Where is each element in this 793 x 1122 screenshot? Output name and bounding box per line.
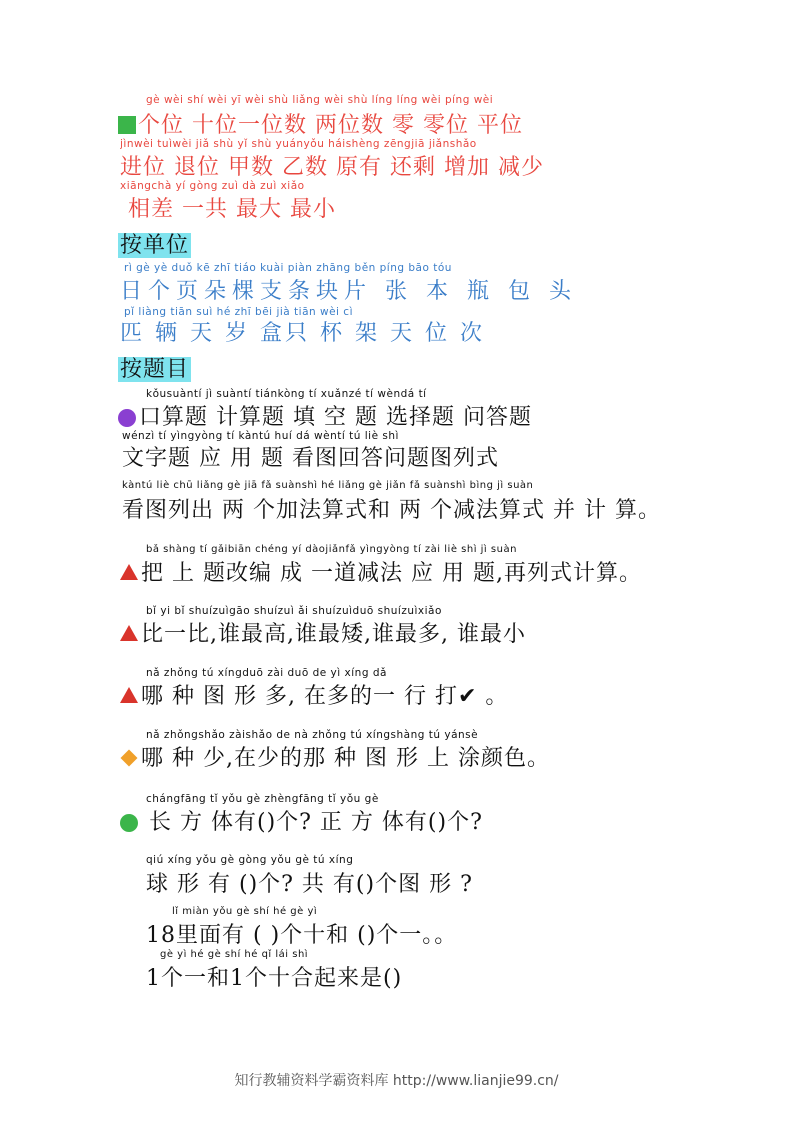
question-text: 。 — [477, 684, 509, 709]
pinyin-line: chángfāng tǐ yǒu gè zhèngfāng tǐ yǒu gè — [146, 793, 379, 805]
term-line: 相差 一共 最大 最小 — [128, 197, 336, 222]
pinyin-line: bǐ yi bǐ shuízuìgāo shuízuì ǎi shuízuìduō shuízuìxiǎo — [146, 605, 442, 617]
green-square-icon — [118, 116, 136, 134]
pinyin-line: pǐ liàng tiān suì hé zhī bēi jià tiān wèi cì — [124, 306, 354, 318]
term-text: 个位 十位一位数 两位数 零 零位 平位 — [138, 113, 523, 138]
question-text: 长 方 体有()个? 正 方 体有()个? — [141, 810, 483, 835]
unit-line: 日个页朵棵支条块片 张 本 瓶 包 头 — [120, 279, 577, 304]
unit-line: 匹 辆 天 岁 盒只 杯 架 天 位 次 — [120, 321, 485, 346]
pinyin-line: xiāngchà yí gòng zuì dà zuì xiǎo — [120, 180, 305, 192]
green-circle-icon — [120, 814, 138, 832]
question-text: 哪 种 图 形 多, 在多的一 行 打 — [141, 684, 458, 709]
question-text: 比一比,谁最高,谁最矮,谁最多, 谁最小 — [141, 622, 526, 647]
pinyin-line: wénzì tí yìngyòng tí kàntú huí dá wèntí tú liè shì — [122, 430, 399, 442]
purple-circle-icon — [118, 409, 136, 427]
question-text: 把 上 题改编 成 一道减法 应 用 题,再列式计算。 — [141, 561, 642, 586]
heading-text: 按题目 — [120, 357, 190, 382]
question-line: 18里面有 ( )个十和 ()个一。。 — [146, 923, 458, 948]
check-icon: ✔ — [457, 684, 478, 709]
question-line: 看图列出 两 个加法算式和 两 个减法算式 并 计 算。 — [122, 498, 661, 523]
question-line — [120, 556, 642, 587]
red-triangle-icon — [120, 564, 138, 580]
pinyin-line: nǎ zhǒng tú xíngduō zài duō de yì xíng dǎ — [146, 667, 387, 679]
section-heading-units — [118, 228, 191, 259]
pinyin-line: gè wèi shí wèi yī wèi shù liǎng wèi shù líng líng wèi píng wèi — [146, 94, 494, 106]
question-text: 口算题 计算题 填 空 题 选择题 问答题 — [139, 405, 532, 430]
question-line — [118, 400, 532, 431]
question-line: 文字题 应 用 题 看图回答问题图列式 — [122, 446, 499, 471]
question-text: 哪 种 少,在少的那 种 图 形 上 涂颜色。 — [141, 746, 550, 771]
question-line — [120, 741, 550, 772]
pinyin-line: kàntú liè chū liǎng gè jiā fǎ suànshì hé liǎng gè jiǎn fǎ suànshì bìng jì suàn — [122, 480, 534, 491]
section-heading-questions — [118, 352, 191, 383]
question-line — [120, 805, 483, 836]
pinyin-line: rì gè yè duǒ kē zhī tiáo kuài piàn zhāng běn píng bāo tóu — [124, 262, 452, 274]
red-triangle-icon — [120, 625, 138, 641]
pinyin-line: qiú xíng yǒu gè gòng yǒu gè tú xíng — [146, 854, 354, 866]
pinyin-line: nǎ zhǒngshǎo zàishǎo de nà zhǒng tú xíngshàng tú yánsè — [146, 729, 479, 741]
question-line: 球 形 有 ()个? 共 有()个图 形 ? — [146, 872, 473, 897]
pinyin-line: gè yì hé gè shí hé qǐ lái shì — [160, 949, 309, 960]
question-line — [120, 617, 526, 648]
term-line: 进位 退位 甲数 乙数 原有 还剩 增加 减少 — [120, 155, 544, 180]
pinyin-line: lǐ miàn yǒu gè shí hé gè yì — [172, 906, 318, 917]
term-line — [118, 108, 523, 139]
pinyin-line: bǎ shàng tí gǎibiān chéng yí dàojiǎnfǎ yìngyòng tí zài liè shì jì suàn — [146, 544, 517, 555]
heading-text: 按单位 — [120, 233, 190, 258]
question-line — [120, 679, 508, 710]
question-line: 1个一和1个十合起来是() — [146, 966, 403, 991]
red-triangle-icon — [120, 687, 138, 703]
pinyin-line: jìnwèi tuìwèi jiǎ shù yǐ shù yuányǒu háishèng zēngjiā jiǎnshǎo — [120, 138, 477, 150]
orange-diamond-icon — [121, 750, 138, 767]
footer-text: 知行教辅资料学霸资料库 http://www.lianjie99.cn/ — [234, 1073, 559, 1089]
pinyin-line: kǒusuàntí jì suàntí tiánkòng tí xuǎnzé tí wèndá tí — [146, 388, 427, 400]
